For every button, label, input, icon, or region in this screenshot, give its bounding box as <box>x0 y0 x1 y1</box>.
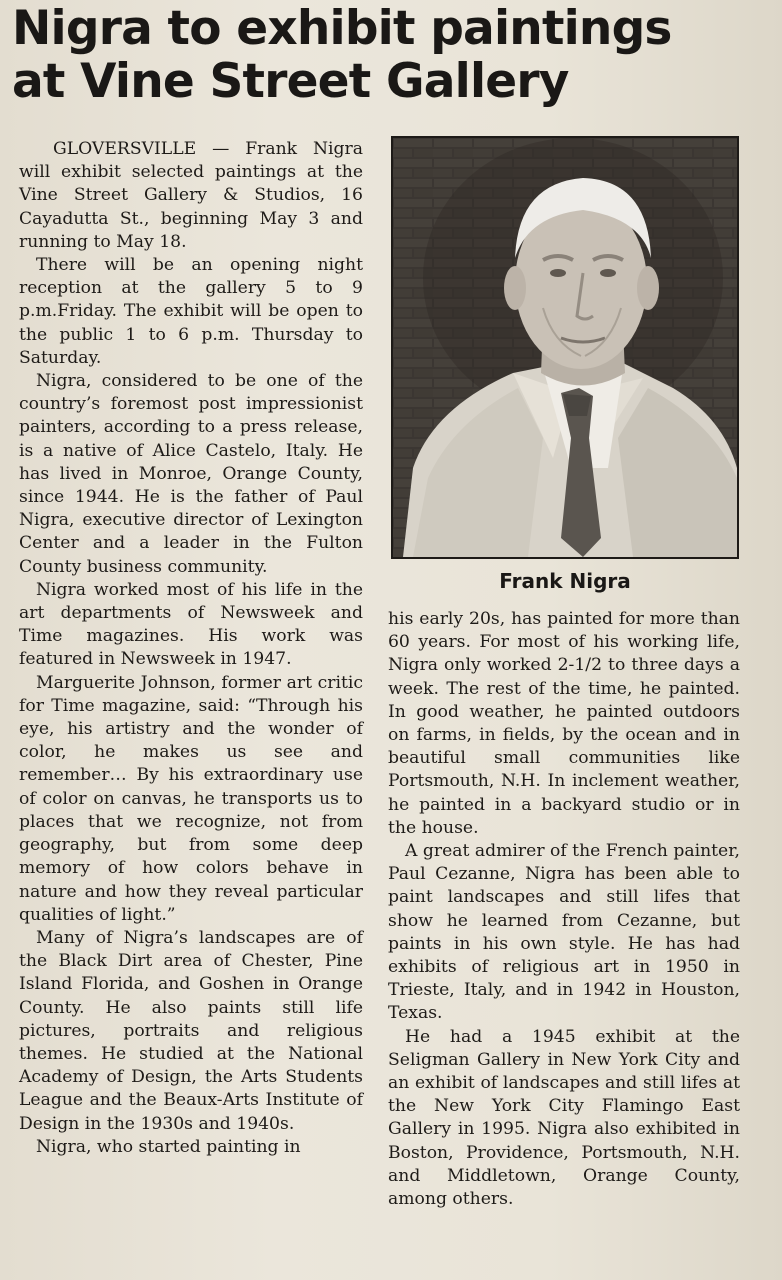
article-paragraph: Nigra worked most of his life in the art departments of Newsweek and Time magazines. His work was featured in Newsweek in 1947. <box>19 579 363 670</box>
article-paragraph: his early 20s, has painted for more than 60 years. For most of his working life, Nigra only worked 2-1/2 to three days a week. The rest of the time, he painted. In good weather, he painted outdoors on farms, in fields, by the ocean and in beautiful small communities like Portsmouth, N.H. In inclement weather, he painted in a backyard studio or in the house. <box>388 609 740 838</box>
portrait-illustration <box>393 138 737 557</box>
article-paragraph: There will be an opening night reception at the gallery 5 to 9 p.m.Friday. The exhibit will be open to the public 1 to 6 p.m. Thursday to Saturday. <box>19 255 363 368</box>
article-paragraph: Nigra, who started painting in <box>36 1136 301 1157</box>
headline <box>12 2 772 108</box>
portrait-photo <box>391 136 739 559</box>
article-left-column <box>19 138 363 1159</box>
article-right-column <box>388 608 740 1211</box>
article-paragraph: Nigra, considered to be one of the country’s foremost post impressionist painters, according to a press release, is a native of Alice Castelo, Italy. He has lived in Monroe, Orange County, since 1944. He is the father of Paul Nigra, executive director of Lexington Center and a leader in the Fulton County business community. <box>19 371 363 577</box>
article-paragraph: Many of Nigra’s landscapes are of the Black Dirt area of Chester, Pine Island Florida, and Goshen in Orange County. He also paints still life pictures, portraits and religious themes. He studied at the National Academy of Design, the Arts Students League and the Beaux-Arts Institute of Design in the 1930s and 1940s. <box>19 927 363 1134</box>
headline-line-1: Nigra to exhibit paintings <box>12 1 672 56</box>
article-paragraph: He had a 1945 exhibit at the Seligman Gallery in New York City and an exhibit of landscapes and still lifes at the New York City Flamingo East Gallery in 1995. Nigra also exhibited in Boston, Providence, Portsmouth, N.H. and Middletown, Orange County, among others. <box>388 1026 740 1210</box>
article-paragraph: Marguerite Johnson, former art critic for Time magazine, said: “Through his eye, his artistry and the wonder of color, he makes us see and remember… By his extraordinary use of color on canvas, he transports us to places that we recognize, not from geography, but from some deep memory of how colors behave in nature and how they reveal particular qualities of light.” <box>19 672 363 925</box>
article-paragraph: GLOVERSVILLE — Frank Nigra will exhibit selected paintings at the Vine Street Gallery & Studios, 16 Cayadutta St., beginning May 3 and running to May 18. <box>19 139 363 252</box>
headline-line-2: at Vine Street Gallery <box>12 54 569 109</box>
article-paragraph: A great admirer of the French painter, Paul Cezanne, Nigra has been able to paint landscapes and still lifes that show he learned from Cezanne, but paints in his own style. He has had exhibits of religious art in 1950 in Trieste, Italy, and in 1942 in Houston, Texas. <box>388 841 741 1024</box>
photo-caption: Frank Nigra <box>499 569 631 593</box>
